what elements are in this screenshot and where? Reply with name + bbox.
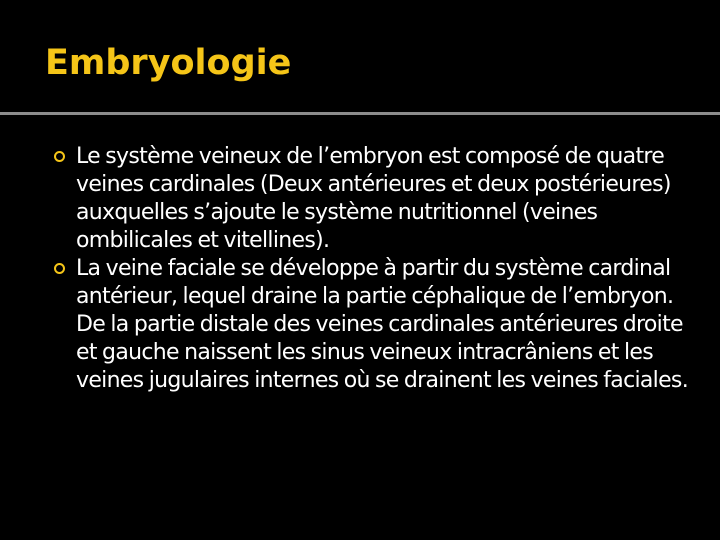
title-band [0,0,720,112]
slide-title: Embryologie [45,43,292,83]
hollow-circle-bullet-icon [54,151,65,162]
bullet-list [54,143,694,395]
bullet-item [54,255,694,395]
bullet-item [54,143,694,255]
bullet-text: La veine faciale se développe à partir du système cardinal antérieur, lequel draine la partie céphalique de l’embryon. De la partie distale des veines cardinales antérieures droite et gauche naissent les sinus veineux intracrâniens et les veines jugulaires internes où se drainent les veines faciales. [76,256,688,393]
hollow-circle-bullet-icon [54,263,65,274]
bullet-text: Le système veineux de l’embryon est composé de quatre veines cardinales (Deux antérieures et deux postérieures) auxquelles s’ajoute le système nutritionnel (veines ombilicales et vitellines). [76,144,671,253]
